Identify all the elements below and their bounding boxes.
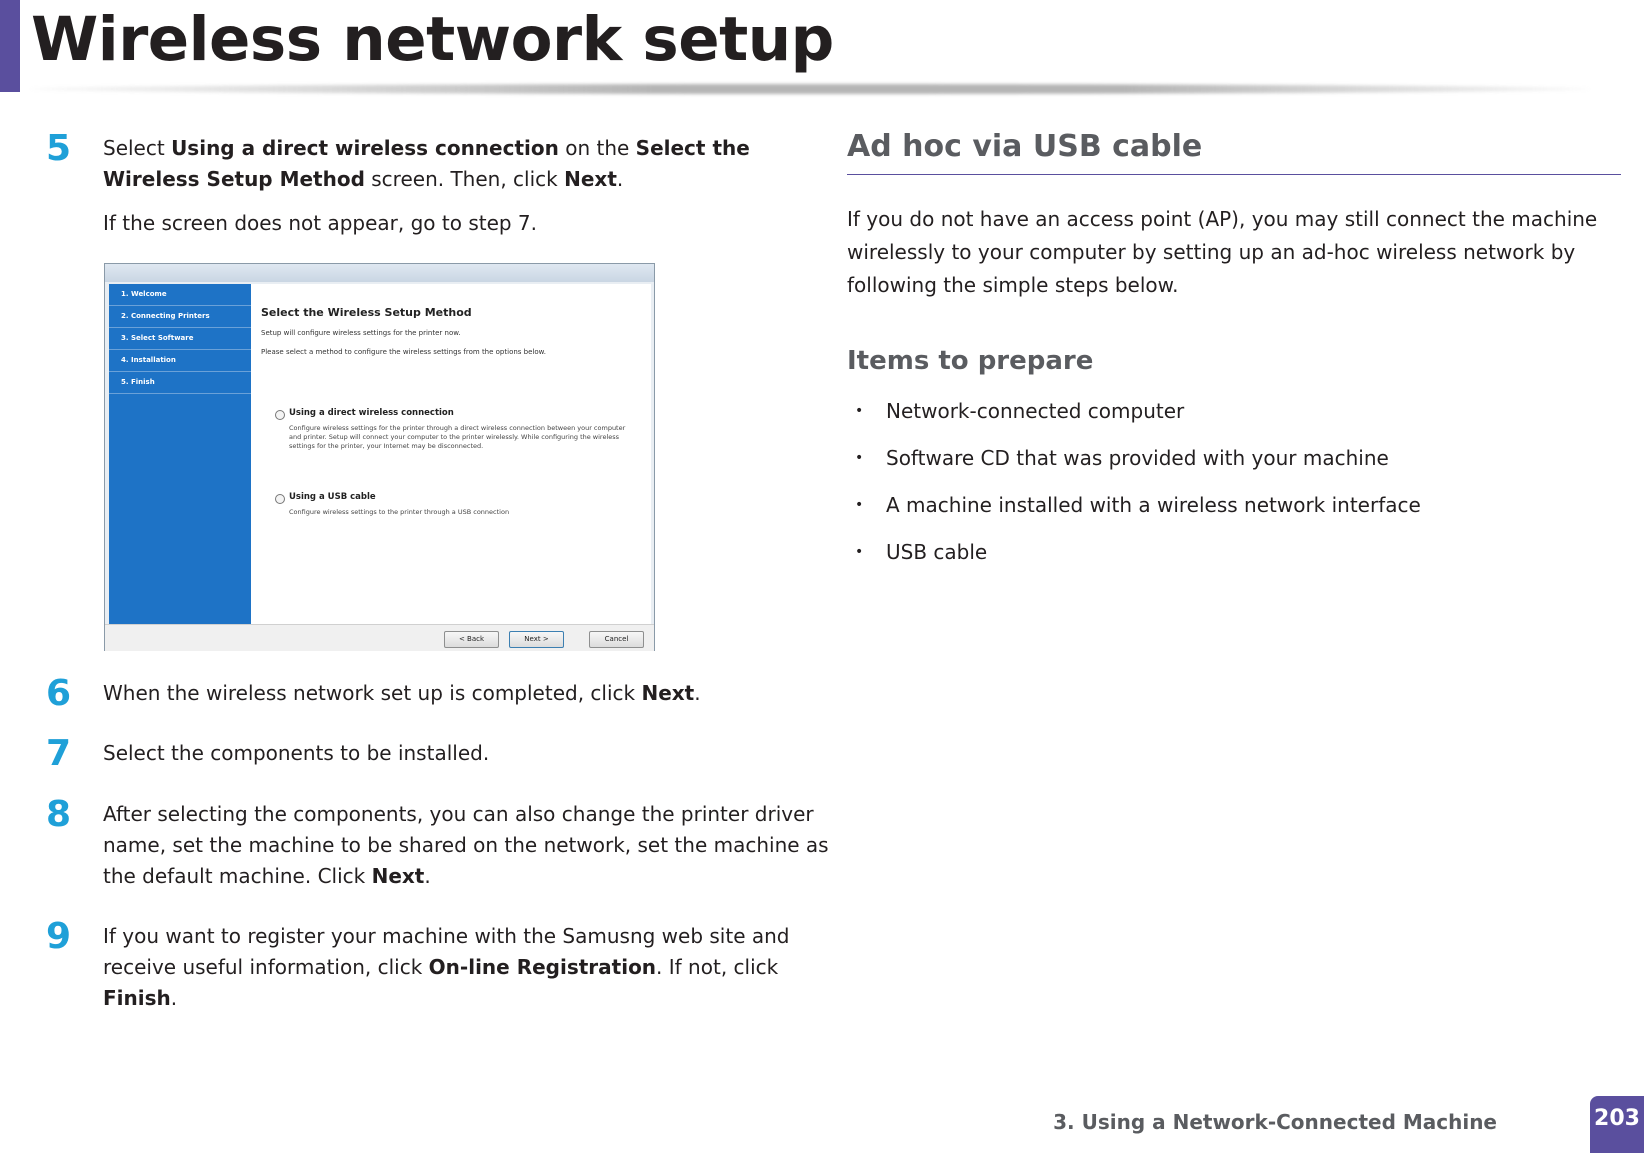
title-divider	[30, 84, 1590, 94]
sidebar-item: 2. Connecting Printers	[109, 306, 251, 328]
screenshot-content	[251, 284, 651, 624]
sidebar-item: 5. Finish	[109, 372, 251, 394]
sidebar-item: 1. Welcome	[109, 284, 251, 306]
step-number: 6	[46, 673, 72, 714]
section-intro: If you do not have an access point (AP), you may still connect the machine wirelessly to your computer by setting up an ad-hoc wireless network by following the simple steps below.	[847, 207, 1598, 297]
sidebar-item: 3. Select Software	[109, 328, 251, 350]
screenshot-line: Setup will configure wireless settings for the printer now.	[261, 329, 461, 337]
bullet-icon: •	[855, 544, 864, 560]
bullet-icon: •	[855, 403, 864, 419]
step-number: 9	[46, 916, 72, 957]
step-text: Select the components to be installed.	[103, 741, 490, 765]
section-divider	[847, 174, 1621, 175]
page-title: Wireless network setup	[31, 4, 834, 75]
step-text: When the wireless network set up is completed, click Next.	[103, 681, 701, 705]
step-text: Select Using a direct wireless connection on the Select the Wireless Setup Method screen. Then, click Next.	[103, 136, 750, 191]
step-number: 7	[46, 733, 72, 774]
option-usb-cable-desc: Configure wireless settings to the printer through a USB connection	[289, 508, 510, 516]
footer-section-title: 3. Using a Network-Connected Machine	[1053, 1110, 1497, 1134]
bullet-icon: •	[855, 450, 864, 466]
section-title: Ad hoc via USB cable	[847, 129, 1203, 164]
screenshot-sidebar	[109, 284, 251, 624]
cancel-button: Cancel	[589, 631, 644, 648]
option-usb-cable: Using a USB cable	[289, 492, 376, 502]
screenshot-heading: Select the Wireless Setup Method	[261, 306, 472, 319]
back-button: < Back	[444, 631, 499, 648]
step-text: If you want to register your machine with the Samusng web site and receive useful information, click On-line Registration. If not, click Finish.	[103, 924, 790, 1010]
installer-screenshot	[104, 263, 655, 651]
step-text: After selecting the components, you can also change the printer driver name, set the machine to be shared on the network, set the machine as the default machine. Click Next.	[103, 802, 829, 888]
option-direct-wireless: Using a direct wireless connection	[289, 408, 454, 418]
sidebar-item: 4. Installation	[109, 350, 251, 372]
bullet-icon: •	[855, 497, 864, 513]
screenshot-footer	[105, 624, 654, 651]
page-number: 203	[1590, 1096, 1644, 1153]
screenshot-line: Please select a method to configure the wireless settings from the options below.	[261, 348, 546, 356]
radio-direct-wireless	[275, 410, 285, 420]
step-5-note: If the screen does not appear, go to step 7.	[103, 211, 538, 235]
step-number: 5	[46, 128, 72, 169]
header-accent-bar	[0, 0, 20, 92]
radio-usb-cable	[275, 494, 285, 504]
option-direct-wireless-desc: Configure wireless settings for the printer through a direct wireless connection between your computer and printer. Setup will connect your computer to the printer wirelessly. While configuring the wireless settings for the printer, your Internet may be disconnected.	[289, 424, 626, 450]
step-number: 8	[46, 794, 72, 835]
screenshot-titlebar	[105, 264, 654, 282]
next-button: Next >	[509, 631, 564, 648]
items-to-prepare-heading: Items to prepare	[847, 346, 1094, 376]
